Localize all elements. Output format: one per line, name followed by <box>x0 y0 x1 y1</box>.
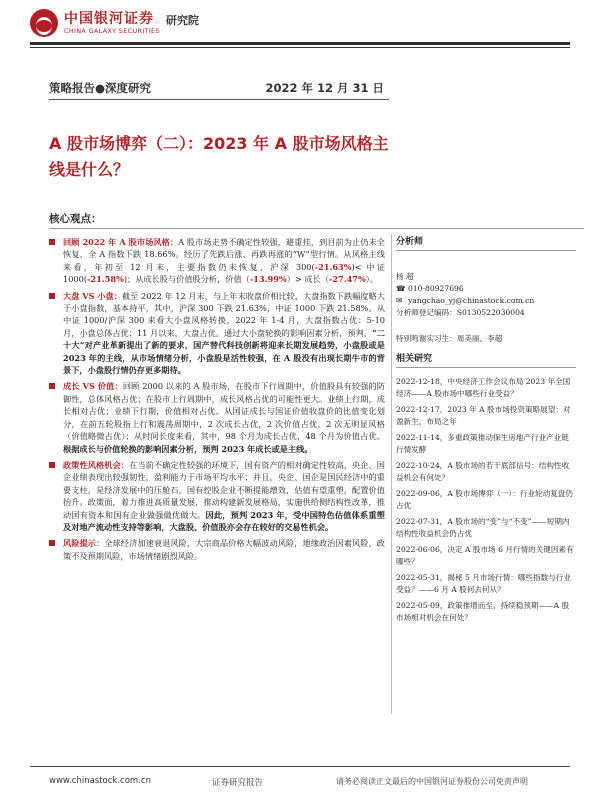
analyst-phone: 010-80927696 <box>408 284 464 293</box>
related-list <box>396 376 576 624</box>
meta-divider <box>49 99 389 100</box>
bullet-growth-vs-value <box>63 380 385 454</box>
footer-disclaimer: 请务必阅读正文最后的中国银河证券股份公司免责声明 <box>336 777 528 786</box>
brand-name-cn: 中国银河证券 <box>64 10 154 27</box>
phone-icon: ☎ <box>396 284 406 293</box>
bullet-risk <box>63 537 385 562</box>
related-item[interactable]: 2022-12-18，中央经济工作会议布局 2023 年全国经济——A 股市场中哪些行业受益？ <box>396 377 571 398</box>
bullet-lead: 大盘 VS 小盘： <box>63 290 122 301</box>
bullet-marker-icon <box>49 239 55 245</box>
core-points <box>63 236 385 566</box>
bullet-lead: 风险提示： <box>63 538 105 549</box>
sidebar <box>396 236 576 628</box>
header-rule <box>30 42 570 45</box>
intern-thanks: 特别鸣谢实习生：周美丽、李超 <box>396 334 503 343</box>
report-type: 策略报告●深度研究 <box>49 81 152 95</box>
growth-change: -27.47% <box>328 274 366 285</box>
bullet-marker-icon <box>49 383 55 389</box>
core-points-label: 核心观点： <box>49 213 102 225</box>
value-change: -13.99% <box>249 274 287 285</box>
bullet-review-2022: 回顾 2022 年 A 股市场风格：A 股市场走势不确定性较强，避重挂，到目前为止仍未全恢复，全 A 指数下跌 18.66%。经历了先跌后涨、再跌再涨的“W”型行情。从风格主线来看，年初至 12 月末，主要指数仍未恢复，沪深 300(-21.63%)< 中证 1000(-21.58%)；从成长股与价值股分析，价值（-13.99%）> 成长（-27.47%）。 <box>63 236 385 286</box>
bullet-large-vs-small <box>63 290 385 377</box>
report-date: 2022 年 12 月 31 日 <box>265 81 384 95</box>
galaxy-logo-icon <box>30 9 58 37</box>
footer-rule <box>30 766 570 767</box>
hs300-change: -21.63% <box>314 261 352 272</box>
footer-doc-type: 证券研究报告 <box>212 778 264 788</box>
bullet-conclusion: “二十大”对产业革新提出了新的要求，国产替代科技创新将迎来长期发展趋势，小盘股或是 2023 年的主线，从市场情绪分析，小盘股是活性较强，在 A 股没有出现长期牛市的背景下，小盘股行情仍存更多期待。 <box>63 327 385 376</box>
bullet-marker-icon <box>49 293 55 299</box>
related-item[interactable]: 2022-05-31，揭秘 5 月市场行情：哪些指数与行业受益？——6 月 A 股何去何从？ <box>396 573 571 594</box>
related-item[interactable]: 2022-07-31，A 股市场的“变”与“不变”——短期内结构性收益机会仍占优 <box>396 517 570 538</box>
related-item[interactable]: 2022-05-09，政策推增而至，持续稳预期——A 股市场相对机会在何处？ <box>396 601 570 622</box>
bullet-marker-icon <box>49 540 55 546</box>
column-divider <box>391 234 392 714</box>
bullet-text: A 股市场走势不确定性较强，避重挂，到目前为止仍未全恢复，全 A 指数下跌 18.66%。经历了先跌后涨、再跌再涨的“W”型行情。从风格主线来看，年初至 12 月末，主要指数仍未恢复，沪深 300( <box>63 237 385 272</box>
analyst-cert: 分析师登记编码：S0130522030004 <box>396 308 525 317</box>
bullet-lead: 政策性风格机会： <box>63 459 130 470</box>
bullet-conclusion: 因此，预判 2023 年，受中国特色估值体系重塑及对地产流动性支持等影响，大盘股、价值股亦会存在较好的交易性机会。 <box>63 509 385 532</box>
bullet-text: 在当前不确定性较强的环境下，国有资产的相对确定性较高，央企、国企业绩表现出较强韧性，盈利能力于市场平均水平；并且，央企、国企是国民经济中的重要支柱，是经济发展中的压舱石，国有控股企业不断提能增效，估值有望重塑，配置价值抬升。政策面，着力推进高质量发展，推动构建新发展格局，实施供给侧结构性改革，推动国有资本和国有企业做强做优做大。 <box>63 459 385 520</box>
bullet-lead: 成长 VS 价值： <box>63 381 123 392</box>
bullet-policy-style <box>63 459 385 533</box>
related-heading: 相关研究 <box>396 353 576 368</box>
related-item[interactable]: 2022-12-17，2023 年 A 股市场投资策略展望：对盈新生，布局之年 <box>396 405 571 426</box>
related-item[interactable]: 2022-11-14，多重政策推动保生房地产行业产业链行情发酵 <box>396 433 569 454</box>
header-rule-thin <box>30 47 570 48</box>
bullet-conclusion: 根据成长与价值轮换的影响因素分析，预判 2023 年成长或是主线。 <box>63 443 313 454</box>
report-title: A 股市场博弈（二）：2023 年 A 股市场风格主线是什么？ <box>49 134 389 179</box>
related-item[interactable]: 2022-09-06，A 股市场博弈（一）：行业轮动复盘仍占优 <box>396 489 573 510</box>
analyst-name: 杨 超 <box>396 272 414 281</box>
analyst-email[interactable]: yangchao_yj@chinastock.com.cn <box>408 296 535 305</box>
bullet-marker-icon <box>49 462 55 468</box>
bullet-text: 全球经济加速衰退风险，大宗商品价格大幅波动风险，地缘政治因素风险，政策不及预期风险，市场情绪剧烈风险。 <box>63 538 385 561</box>
analyst-heading: 分析师 <box>396 236 576 251</box>
brand-name-en: CHINA GALAXY SECURITIES <box>64 26 160 35</box>
zz1000-change: -21.58% <box>87 274 124 285</box>
related-item[interactable]: 2022-10-24，A 股市场的若干底部信号：结构性收益机会有何处？ <box>396 461 570 482</box>
footer-site[interactable]: www.chinastock.com.cn <box>49 776 151 786</box>
email-icon: ✉ <box>396 296 403 305</box>
related-item[interactable]: 2022-06-06，决定 A 股市场 6 月行情的关键因素有哪些？ <box>396 545 574 566</box>
bullet-text: 回顾 2000 以来的 A 股市场，在股市下行周期中，价值股具有较强的防御性，总体风格占优；在股市上行周期中，成长风格占优的可能性更大。业绩上行期，成长相对占优；业绩下行期，价值相对占优。从国证成长与国证价值收盘价的比值变化划分，在前五轮股指上行和震荡周期中，2 次成长占优，2 次价值占优，2 次无明显风格（价值略微占优）；从时间长度来看，其中，98 个月为成长占优，48 个月为价值占优。 <box>63 381 385 442</box>
bullet-text: 截至 2022 年 12 月末，与上年末收盘价相比较，大盘指数下跌幅度略大于小盘指数，基本持平，其中，沪深 300 下跌 21.63%，中证 1000 下跌 21.58%。从中证 1000/沪深 300 来看大小盘风格转换，2022 年 1-4 月，大盘指数占优：5-10 月，小盘总体占优；11 月以来，大盘占优。通过大小盘轮换的影响因素分析，预判， <box>63 290 386 338</box>
core-points-divider <box>49 228 584 229</box>
bullet-lead: 回顾 2022 年 A 股市场风格： <box>63 237 179 247</box>
institute-label: 研究院 <box>165 14 199 27</box>
brand-logo <box>30 6 199 40</box>
